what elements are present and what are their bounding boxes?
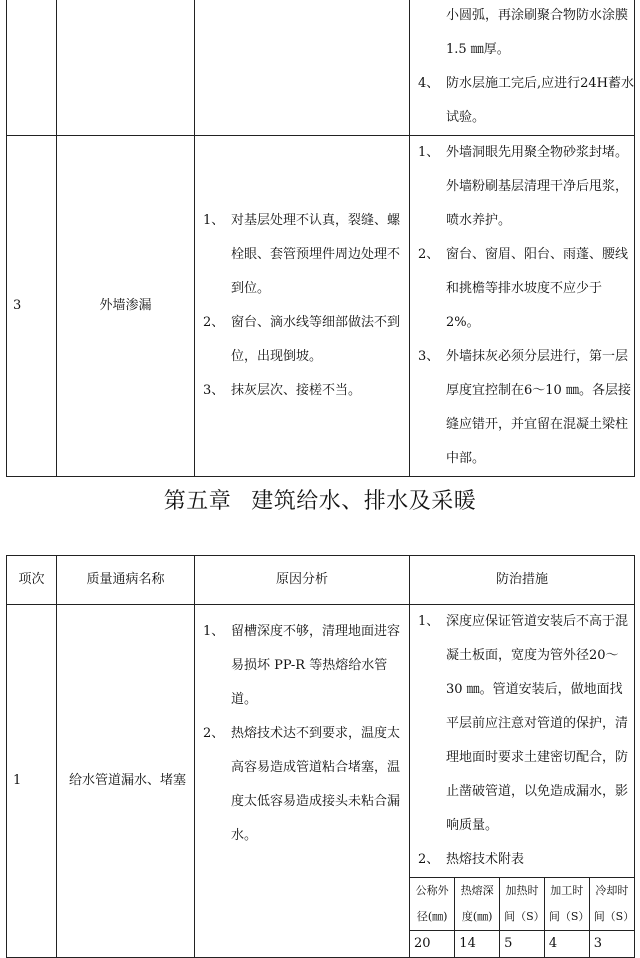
cause-cell — [195, 0, 410, 136]
measures-list — [410, 136, 634, 476]
item-number: 1 、 — [418, 136, 439, 170]
header-cell: 防治措施 — [410, 556, 635, 605]
item-number: 1 、 — [203, 615, 224, 649]
name-cell: 给水管道漏水、堵塞 — [57, 605, 195, 958]
measure-text: 外墙抹灰必须分层进行，第一层厚度宜控制在6～10 ㎜。各层接缝应错开，并宜留在混凝土梁柱中部。 — [446, 349, 631, 466]
list-item — [410, 605, 634, 843]
table-cell: 14 — [455, 931, 500, 958]
table-row — [7, 136, 635, 477]
table-row — [7, 0, 635, 136]
table-row — [410, 931, 634, 958]
item-number: 3 、 — [418, 340, 439, 374]
header-cell: 热熔深度(㎜) — [455, 878, 500, 931]
chapter-title: 建筑给水、排水及采暖 — [251, 489, 477, 514]
cause-cell — [195, 605, 410, 958]
list-item — [410, 843, 634, 877]
continued-quality-table — [6, 0, 635, 477]
list-item — [410, 136, 634, 238]
item-number: 2 、 — [418, 843, 439, 877]
item-number: 2 、 — [418, 238, 439, 272]
measure-text: 窗台、窗眉、阳台、雨蓬、腰线和挑檐等排水坡度不应少于2%。 — [446, 247, 629, 330]
table-header-row — [410, 878, 634, 931]
item-number: 2 、 — [203, 306, 224, 340]
header-cell: 加热时间（S） — [500, 878, 545, 931]
cause-text: 热熔技术达不到要求，温度太高容易造成管道粘合堵塞，温度太低容易造成接头未粘合漏水。 — [231, 726, 401, 843]
measure-text: 小圆弧，再涂刷聚合物防水涂膜1.5 ㎜厚。 — [446, 8, 629, 57]
header-cell: 冷却时间（S） — [589, 878, 634, 931]
cause-text: 窗台、滴水线等细部做法不到位，出现倒坡。 — [231, 315, 401, 364]
list-item — [195, 615, 409, 717]
quality-defects-table — [6, 555, 635, 958]
header-cell: 加工时间（S） — [544, 878, 589, 931]
cause-text: 对基层处理不认真，裂缝、螺栓眼、套管预埋件周边处理不到位。 — [231, 213, 401, 296]
measures-cell — [410, 136, 635, 477]
fusion-parameters-table — [410, 877, 634, 957]
table-row — [7, 605, 635, 958]
index-cell: 3 — [7, 136, 57, 477]
list-item — [410, 340, 634, 476]
measures-list — [410, 0, 634, 135]
causes-list — [195, 615, 409, 853]
table-cell: 5 — [500, 931, 545, 958]
causes-list — [195, 204, 409, 408]
header-cell: 公称外径(㎜) — [410, 878, 455, 931]
chapter-number: 第五章 — [163, 489, 232, 514]
list-item — [195, 306, 409, 374]
table-cell: 3 — [589, 931, 634, 958]
item-number: 1 、 — [203, 204, 224, 238]
table-header-row — [7, 556, 635, 605]
list-item — [410, 0, 634, 67]
index-cell — [7, 0, 57, 136]
item-number: 4 、 — [418, 67, 439, 101]
header-cell: 原因分析 — [195, 556, 410, 605]
list-item — [410, 67, 634, 135]
table-cell: 4 — [544, 931, 589, 958]
header-cell: 项次 — [7, 556, 57, 605]
table-cell: 20 — [410, 931, 455, 958]
list-item — [195, 374, 409, 408]
list-item — [195, 717, 409, 853]
measure-text: 防水层施工完后,应进行24H蓄水试验。 — [446, 76, 635, 125]
measures-cell — [410, 0, 635, 136]
chapter-heading — [0, 484, 640, 515]
measure-text: 外墙洞眼先用聚全物砂浆封堵。外墙粉刷基层清理干净后甩浆，喷水养护。 — [446, 145, 629, 228]
measure-text: 深度应保证管道安装后不高于混凝土板面，宽度为管外径20～30 ㎜。管道安装后，做地面找平层前应注意对管道的保护，清理地面时要求土建密切配合，防止凿破管道，以免造成漏水，影响质量。 — [446, 614, 629, 833]
list-item — [410, 238, 634, 340]
cause-text: 留槽深度不够，清理地面进容易损坏 PP-R 等热熔给水管道。 — [231, 624, 401, 707]
index-cell: 1 — [7, 605, 57, 958]
item-number: 2 、 — [203, 717, 224, 751]
name-cell: 外墙渗漏 — [57, 136, 195, 477]
item-number: 3 、 — [203, 374, 224, 408]
measures-cell — [410, 605, 635, 958]
item-number: 1 、 — [418, 605, 439, 639]
header-cell: 质量通病名称 — [57, 556, 195, 605]
measure-text: 热熔技术附表 — [446, 852, 525, 867]
cause-cell — [195, 136, 410, 477]
cause-text: 抹灰层次、接槎不当。 — [231, 383, 362, 398]
name-cell — [57, 0, 195, 136]
list-item — [195, 204, 409, 306]
measures-list — [410, 605, 634, 877]
